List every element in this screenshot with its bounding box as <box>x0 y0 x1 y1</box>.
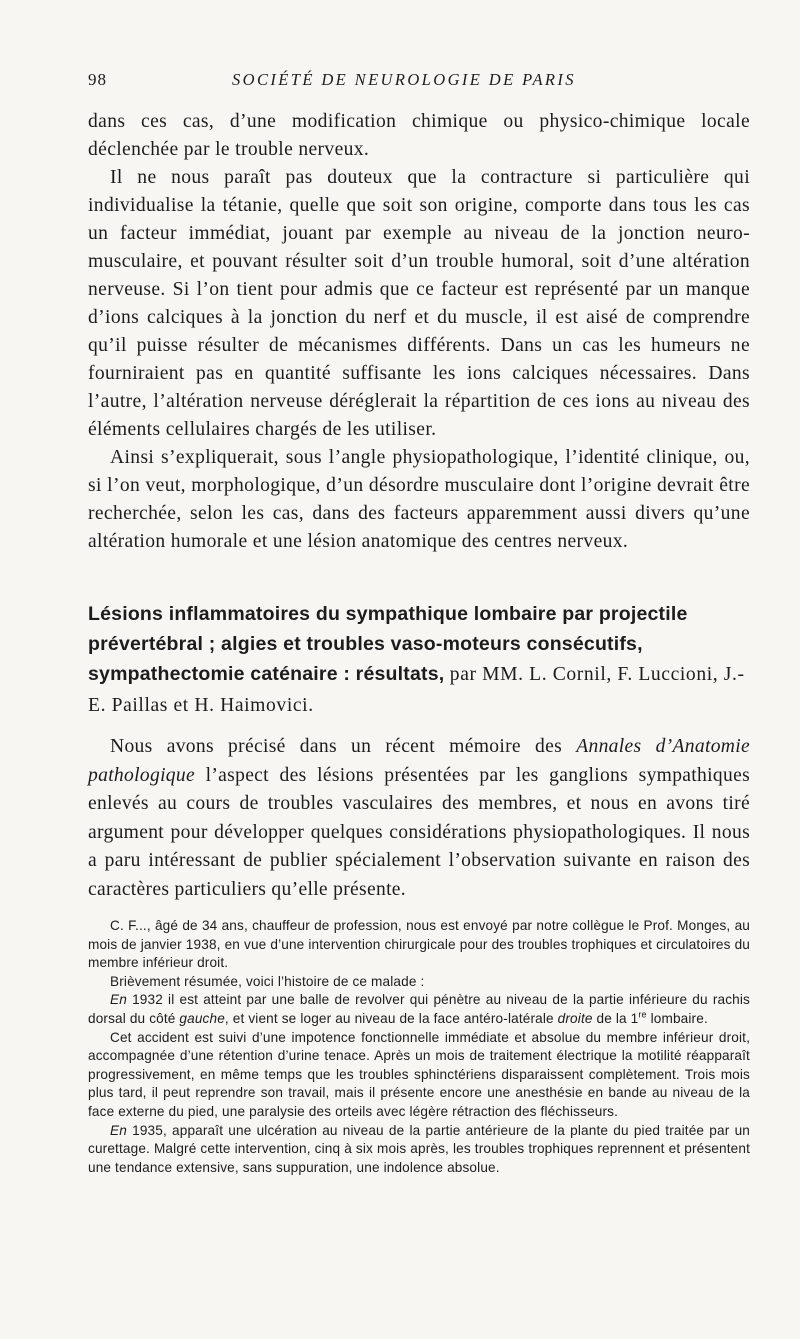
case-paragraph-3 <box>88 991 750 1028</box>
article-title: Lésions inflammatoires du sympathique lombaire par projectile prévertébral ; algies et troubles vaso-moteurs consécutifs, sympathectomie caténaire : résultats, <box>88 603 688 685</box>
case3-d: lombaire. <box>646 1010 708 1026</box>
paragraph-continuation: dans ces cas, d’une modification chimique ou physico-chimique locale déclenchée par le trouble nerveux. <box>88 111 750 160</box>
case5-rest: 1935, apparaît une ulcération au niveau de la partie antérieure de la plante du pied traitée par un curettage. Malgré cette intervention, cinq à six mois après, les troubles trophiques reprennent et présentent une tendance extensive, sans suppuration, une indolence absolue. <box>88 1122 750 1175</box>
case3-sup: re <box>638 1009 647 1020</box>
article-authors: par MM. L. Cornil, F. Luccioni, J.-E. Paillas et H. Haimovici. <box>88 664 745 716</box>
article-intro <box>88 733 750 904</box>
paragraph-conclusion: Ainsi s’expliquerait, sous l’angle physiopathologique, l’identité clinique, ou, si l’on veut, morphologique, d’un désordre musculaire dont l’origine devrait être recherchée, selon les cas, dans des facteurs apparemment aussi divers qu’une altération humorale et une lésion anatomique des centres nerveux. <box>88 447 750 552</box>
case-paragraph-2: Brièvement résumée, voici l’histoire de ce malade : <box>110 973 425 989</box>
case-paragraph-5 <box>88 1122 750 1178</box>
intro-before: Nous avons précisé dans un récent mémoire des <box>110 736 577 757</box>
page-body <box>88 108 750 1177</box>
running-title: SOCIÉTÉ DE NEUROLOGIE DE PARIS <box>232 70 576 89</box>
intro-after: l’aspect des lésions présentées par les ganglions sympathiques enlevés au cours de troubles vasculaires des membres, et nous en avons tiré argument pour développer quelques considérations physiopathologiques. Il nous a paru intéressant de publier spécialement l’observation suivante en raison des caractères particuliers qu’elle présente. <box>88 764 750 900</box>
running-header <box>88 70 720 96</box>
case3-droite: droite <box>557 1010 593 1026</box>
intro-journal: Annales d’Anatomie pathologique <box>88 736 750 786</box>
article-heading <box>88 599 750 721</box>
case3-b: , et vient se loger au niveau de la face antéro-latérale <box>224 1010 558 1026</box>
case3-gauche: gauche <box>179 1010 225 1026</box>
case-paragraph-4: Cet accident est suivi d’une impotence fonctionnelle immédiate et absolue du membre inférieur droit, accompagnée d’une rétention d’urine tenace. Après un mois de traitement électrique la motilité réapparaît progressivement, en même temps que les troubles sphinctériens disparaissent complètement. Trois mois plus tard, il peut reprendre son travail, mais il présente encore une anesthésie en bande au niveau de la face externe du pied, une paralysie des orteils avec légère rétraction des fléchisseurs. <box>88 1029 750 1119</box>
case5-en: En <box>110 1122 127 1138</box>
case-paragraph-1: C. F..., âgé de 34 ans, chauffeur de profession, nous est envoyé par notre collègue le Prof. Monges, au mois de janvier 1938, en vue d’une intervention chirurgicale pour des troubles trophiques et circulatoires du membre inférieur droit. <box>88 918 750 971</box>
case3-en: En <box>110 992 127 1008</box>
case3-c: de la 1 <box>592 1010 639 1026</box>
paragraph-tetanie: Il ne nous paraît pas douteux que la contracture si particulière qui individualise la tétanie, quelle que soit son origine, comporte dans tous les cas un facteur immédiat, jouant par exemple au niveau de la jonction neuro-musculaire, et pouvant résulter soit d’un trouble humoral, soit d’une altération nerveuse. Si l’on tient pour admis que ce facteur est représenté par un manque d’ions calciques à la jonction du nerf et du muscle, il est aisé de comprendre qu’il puisse résulter de mécanismes différents. Dans un cas les humeurs ne fourniraient pas en quantité suffisante les ions calciques nécessaires. Dans l’autre, l’altération nerveuse déréglerait la répartition de ces ions au niveau des éléments cellulaires chargés de les utiliser. <box>88 167 750 440</box>
page-number: 98 <box>88 70 107 89</box>
case3-a: 1932 il est atteint par une balle de revolver qui pénètre au niveau de la partie inférieure du rachis dorsal du côté <box>88 992 750 1026</box>
